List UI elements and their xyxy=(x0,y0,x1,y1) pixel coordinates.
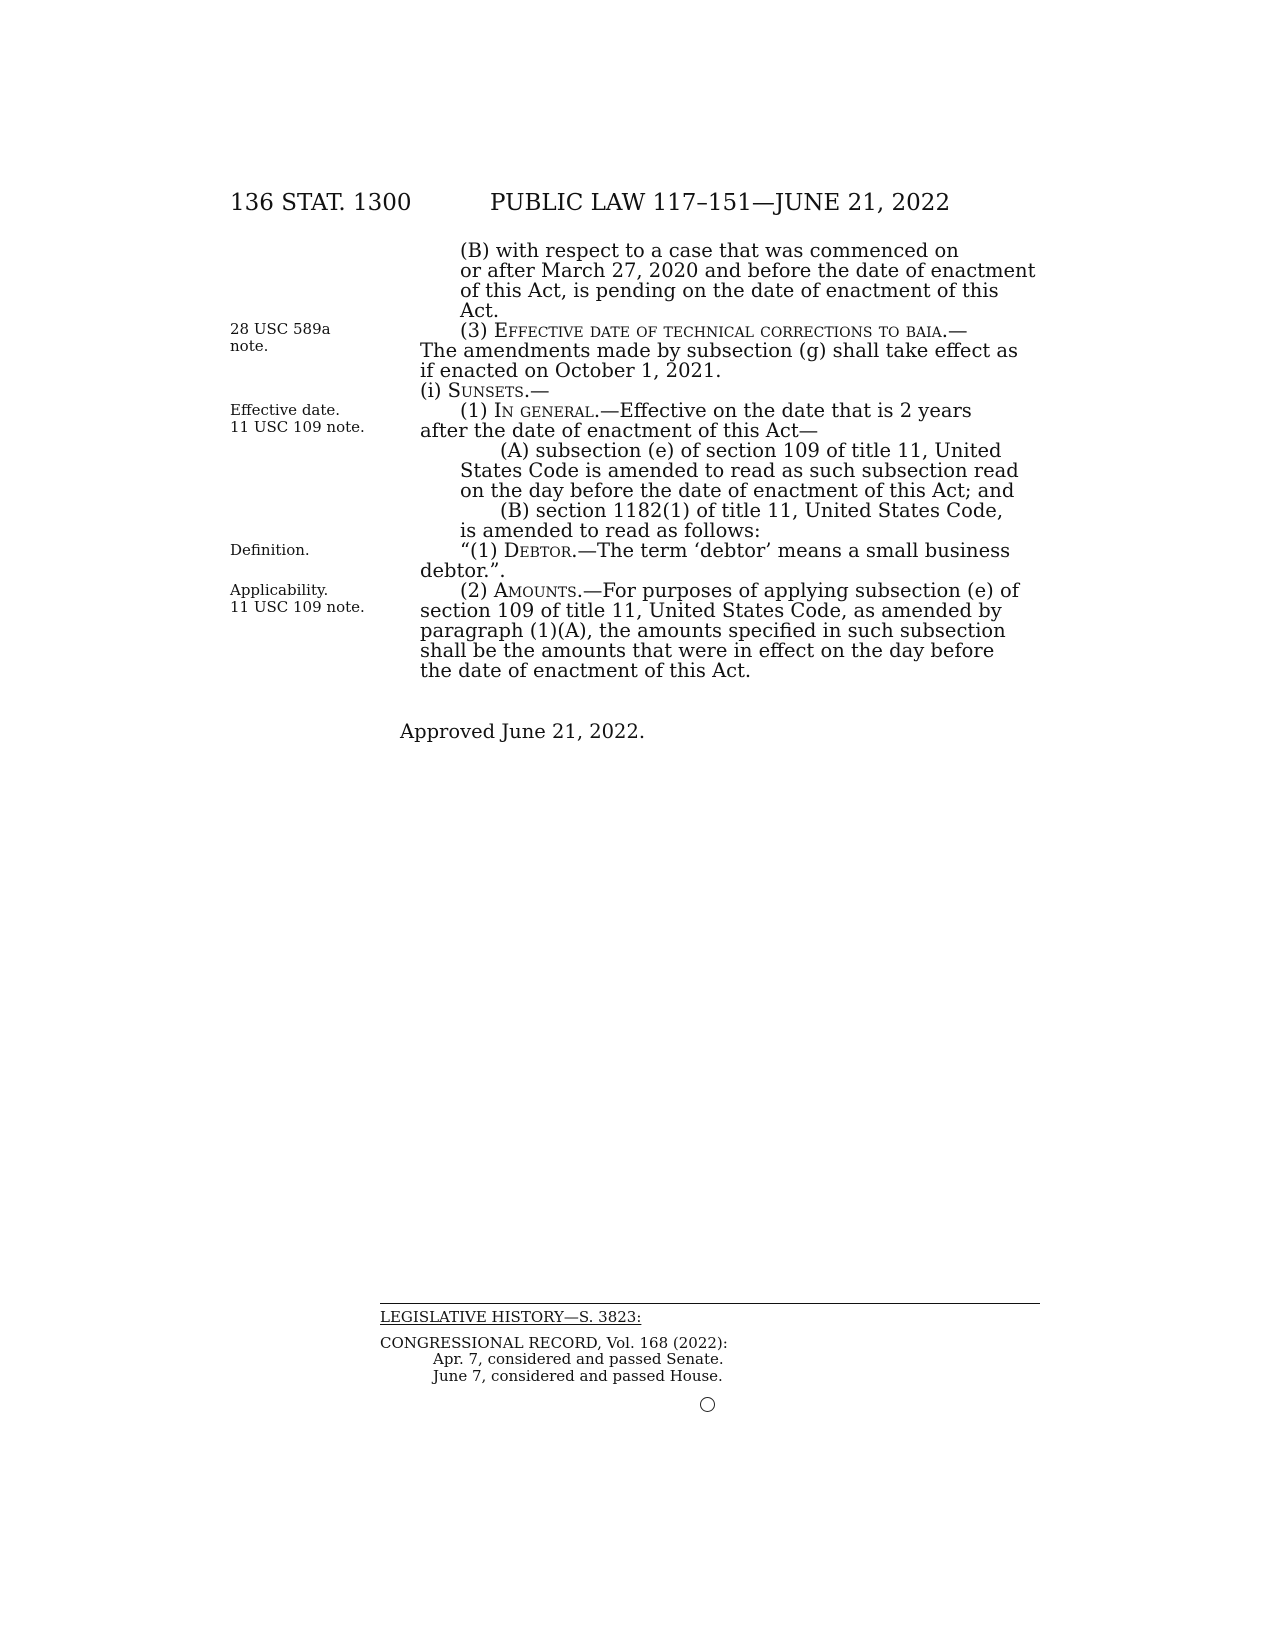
paragraph-number: (2) xyxy=(460,579,494,602)
definition-text: .—The term ‘debtor’ means a small business xyxy=(571,539,1011,562)
text-line: debtor.”. xyxy=(420,559,506,582)
margin-note-line: Applicability. xyxy=(230,581,329,599)
definition-debtor xyxy=(460,540,1010,561)
text-line: shall be the amounts that were in effect on the day before xyxy=(420,639,995,662)
paragraph-number: (3) xyxy=(460,319,494,342)
text-line: paragraph (1)(A), the amounts specified in such subsection xyxy=(420,619,1006,642)
margin-note-line: 11 USC 109 note. xyxy=(230,598,365,616)
margin-note-definition xyxy=(230,542,310,559)
margin-note-line: Effective date. xyxy=(230,401,341,419)
text-line: (B) with respect to a case that was commenced on xyxy=(460,239,959,262)
paragraph-1-heading xyxy=(460,400,972,421)
paragraph-2-heading xyxy=(460,580,1019,601)
text-line: Act. xyxy=(460,299,500,322)
text-line: or after March 27, 2020 and before the date of enactment xyxy=(460,259,1036,282)
margin-note-line: note. xyxy=(230,337,269,355)
margin-note-applicability xyxy=(230,582,365,616)
paragraph-heading: In general xyxy=(493,399,594,422)
history-entry: Apr. 7, considered and passed Senate. xyxy=(433,1350,724,1368)
text-line: if enacted on October 1, 2021. xyxy=(420,359,722,382)
text-line: (A) subsection (e) of section 109 of title 11, United xyxy=(500,439,1002,462)
text-line: on the day before the date of enactment of this Act; and xyxy=(460,479,1015,502)
history-entry: June 7, considered and passed House. xyxy=(433,1367,723,1385)
heading-dash: .— xyxy=(523,379,550,402)
paragraph-heading: Effective date of technical corrections to baia xyxy=(493,319,942,342)
text-line: of this Act, is pending on the date of enactment of this xyxy=(460,279,999,302)
law-title: PUBLIC LAW 117–151—JUNE 21, 2022 xyxy=(490,190,951,216)
history-divider xyxy=(380,1303,1040,1304)
paragraph-text: .—For purposes of applying subsection (e) of xyxy=(576,579,1019,602)
paragraph-heading: Amounts xyxy=(493,579,577,602)
subsection-heading: Sunsets xyxy=(447,379,524,402)
margin-note-line: Definition. xyxy=(230,541,310,559)
quoted-paragraph-number: “(1) xyxy=(460,539,504,562)
circle-icon xyxy=(700,1397,715,1412)
text-line: (B) section 1182(1) of title 11, United States Code, xyxy=(500,499,1004,522)
congressional-record: CONGRESSIONAL RECORD, Vol. 168 (2022): xyxy=(380,1334,728,1352)
stat-page-number: 136 STAT. 1300 xyxy=(230,190,412,216)
margin-note-line: 11 USC 109 note. xyxy=(230,418,365,436)
text-line: section 109 of title 11, United States Code, as amended by xyxy=(420,599,1002,622)
approval-date: Approved June 21, 2022. xyxy=(400,720,646,743)
paragraph-3-heading xyxy=(460,320,967,341)
subsection-number: (i) xyxy=(420,379,448,402)
text-line: after the date of enactment of this Act— xyxy=(420,419,819,442)
margin-note-effective-date xyxy=(230,402,365,436)
margin-note-line: 28 USC 589a xyxy=(230,320,331,338)
text-line: The amendments made by subsection (g) shall take effect as xyxy=(420,339,1019,362)
margin-note-28-usc xyxy=(230,321,331,355)
paragraph-text: .—Effective on the date that is 2 years xyxy=(593,399,972,422)
text-line: is amended to read as follows: xyxy=(460,519,761,542)
legislative-history-title: LEGISLATIVE HISTORY—S. 3823: xyxy=(380,1308,642,1326)
defined-term: Debtor xyxy=(503,539,572,562)
subsection-i-heading xyxy=(420,380,550,401)
heading-dash: .— xyxy=(941,319,968,342)
text-line: States Code is amended to read as such subsection read xyxy=(460,459,1019,482)
text-line: the date of enactment of this Act. xyxy=(420,659,752,682)
paragraph-number: (1) xyxy=(460,399,494,422)
